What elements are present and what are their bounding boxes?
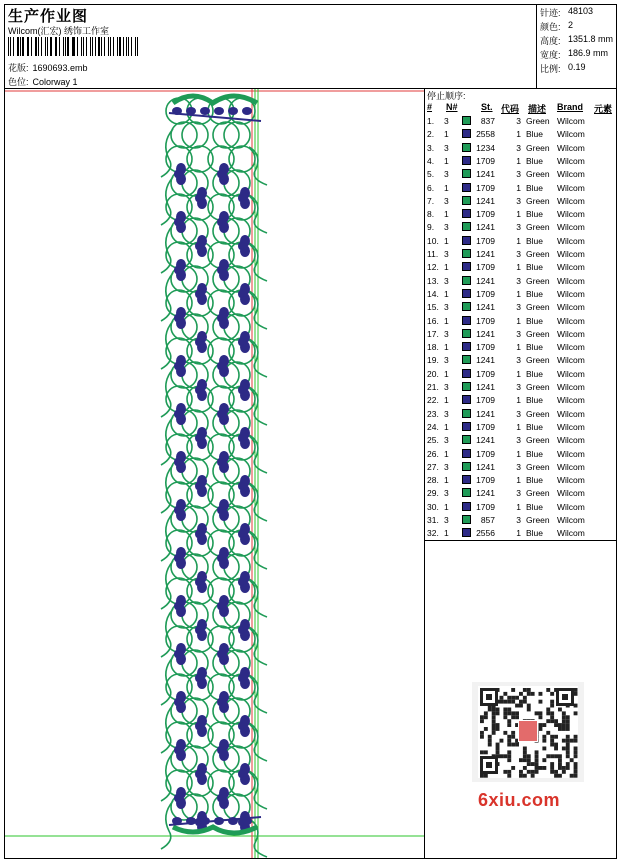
row-desc: Blue bbox=[526, 209, 544, 220]
row-index: 20. bbox=[427, 368, 439, 379]
row-stitches: 1241 bbox=[476, 249, 495, 259]
row-needle: 3 bbox=[444, 142, 449, 153]
color-swatch-icon bbox=[462, 422, 471, 431]
row-stitches: 1241 bbox=[476, 488, 495, 499]
table-title: 停止顺序: bbox=[427, 91, 466, 101]
row-desc: Blue bbox=[526, 475, 544, 486]
row-code: 3 bbox=[516, 275, 521, 286]
row-needle: 3 bbox=[444, 275, 449, 286]
row-desc: Blue bbox=[526, 288, 544, 299]
row-stitches: 1709 bbox=[476, 315, 495, 326]
row-brand: Wilcom bbox=[557, 368, 585, 379]
row-index: 28. bbox=[427, 475, 439, 486]
row-index: 9. bbox=[427, 222, 435, 233]
row-code: 1 bbox=[516, 315, 521, 326]
row-desc: Blue bbox=[526, 315, 544, 326]
table-row bbox=[425, 421, 615, 434]
row-needle: 3 bbox=[444, 249, 449, 259]
row-desc: Green bbox=[526, 116, 550, 126]
row-index: 23. bbox=[427, 408, 439, 419]
row-stitches: 1241 bbox=[476, 355, 495, 366]
row-brand: Wilcom bbox=[557, 209, 585, 220]
row-index: 32. bbox=[427, 528, 439, 539]
row-stitches: 2558 bbox=[476, 129, 495, 140]
stat-label: 颜色: bbox=[540, 22, 561, 32]
stat-value: 48103 bbox=[568, 6, 594, 16]
color-swatch-icon bbox=[462, 409, 471, 418]
qr-code-icon bbox=[472, 682, 584, 782]
color-swatch-icon bbox=[462, 355, 471, 364]
row-stitches: 1709 bbox=[476, 342, 495, 353]
colorway-value: Colorway 1 bbox=[32, 77, 78, 87]
row-desc: Blue bbox=[526, 501, 544, 512]
row-desc: Green bbox=[526, 488, 550, 499]
table-row bbox=[425, 368, 615, 381]
row-index: 31. bbox=[427, 515, 439, 525]
color-swatch-icon bbox=[462, 302, 471, 311]
design-file-line bbox=[8, 61, 88, 74]
row-brand: Wilcom bbox=[557, 342, 585, 353]
row-code: 3 bbox=[516, 382, 521, 392]
row-needle: 3 bbox=[444, 222, 449, 233]
row-code: 3 bbox=[516, 169, 521, 180]
color-swatch-icon bbox=[462, 129, 471, 138]
row-brand: Wilcom bbox=[557, 435, 585, 446]
row-code: 3 bbox=[516, 461, 521, 472]
row-desc: Green bbox=[526, 435, 550, 446]
row-desc: Green bbox=[526, 461, 550, 472]
color-swatch-icon bbox=[462, 169, 471, 178]
stat-label: 针迹: bbox=[540, 8, 561, 18]
table-row bbox=[425, 328, 615, 341]
row-needle: 3 bbox=[444, 515, 449, 525]
studio-name: Wilcom(汇宏) 绣饰工作室 bbox=[8, 26, 109, 36]
row-stitches: 1241 bbox=[476, 461, 495, 472]
stat-value: 1351.8 mm bbox=[568, 34, 614, 44]
row-index: 2. bbox=[427, 129, 435, 140]
row-brand: Wilcom bbox=[557, 488, 585, 499]
row-brand: Wilcom bbox=[557, 382, 585, 392]
row-stitches: 1709 bbox=[476, 209, 495, 220]
col-index-header: # bbox=[427, 102, 433, 112]
row-code: 1 bbox=[516, 368, 521, 379]
row-code: 3 bbox=[516, 328, 521, 339]
row-stitches: 1241 bbox=[476, 169, 495, 180]
row-brand: Wilcom bbox=[557, 142, 585, 153]
row-needle: 1 bbox=[444, 528, 449, 539]
row-stitches: 837 bbox=[480, 116, 495, 126]
row-stitches: 1709 bbox=[476, 182, 495, 193]
row-needle: 1 bbox=[444, 421, 449, 432]
barcode-icon bbox=[8, 37, 140, 56]
row-brand: Wilcom bbox=[557, 288, 585, 299]
row-code: 1 bbox=[516, 528, 521, 539]
table-row bbox=[425, 248, 615, 261]
row-needle: 1 bbox=[444, 368, 449, 379]
row-index: 14. bbox=[427, 288, 439, 299]
row-stitches: 857 bbox=[480, 515, 495, 525]
row-brand: Wilcom bbox=[557, 302, 585, 313]
col-needle-header: N# bbox=[446, 102, 458, 112]
row-index: 7. bbox=[427, 195, 435, 206]
color-swatch-icon bbox=[462, 316, 471, 325]
row-brand: Wilcom bbox=[557, 169, 585, 180]
row-desc: Green bbox=[526, 302, 550, 313]
row-brand: Wilcom bbox=[557, 315, 585, 326]
row-index: 6. bbox=[427, 182, 435, 193]
row-brand: Wilcom bbox=[557, 355, 585, 366]
row-code: 3 bbox=[516, 408, 521, 419]
stat-label: 高度: bbox=[540, 36, 561, 46]
stat-row bbox=[540, 48, 609, 61]
row-needle: 3 bbox=[444, 355, 449, 366]
row-code: 3 bbox=[516, 488, 521, 499]
table-row bbox=[425, 461, 615, 474]
row-code: 3 bbox=[516, 302, 521, 313]
row-brand: Wilcom bbox=[557, 475, 585, 486]
color-swatch-icon bbox=[462, 209, 471, 218]
color-swatch-icon bbox=[462, 382, 471, 391]
row-desc: Green bbox=[526, 355, 550, 366]
table-row bbox=[425, 408, 615, 421]
row-needle: 1 bbox=[444, 129, 449, 140]
row-code: 3 bbox=[516, 222, 521, 233]
row-desc: Green bbox=[526, 382, 550, 392]
row-code: 1 bbox=[516, 475, 521, 486]
row-code: 3 bbox=[516, 435, 521, 446]
col-element-header: 元素 bbox=[594, 104, 613, 114]
row-index: 8. bbox=[427, 209, 435, 220]
table-row bbox=[425, 354, 615, 367]
table-row bbox=[425, 275, 615, 288]
row-code: 1 bbox=[516, 209, 521, 220]
row-needle: 3 bbox=[444, 328, 449, 339]
col-brand-header: Brand bbox=[557, 102, 584, 112]
row-needle: 1 bbox=[444, 155, 449, 166]
row-stitches: 1709 bbox=[476, 155, 495, 166]
row-code: 1 bbox=[516, 129, 521, 140]
row-desc: Green bbox=[526, 328, 550, 339]
row-index: 30. bbox=[427, 501, 439, 512]
color-swatch-icon bbox=[462, 262, 471, 271]
row-desc: Blue bbox=[526, 448, 544, 459]
row-needle: 3 bbox=[444, 408, 449, 419]
table-row bbox=[425, 514, 615, 527]
table-row bbox=[425, 235, 615, 248]
row-brand: Wilcom bbox=[557, 249, 585, 259]
row-desc: Blue bbox=[526, 342, 544, 353]
table-row bbox=[425, 115, 615, 128]
color-swatch-icon bbox=[462, 249, 471, 258]
row-stitches: 1241 bbox=[476, 382, 495, 392]
row-needle: 1 bbox=[444, 182, 449, 193]
row-stitches: 1241 bbox=[476, 195, 495, 206]
row-index: 24. bbox=[427, 421, 439, 432]
row-desc: Blue bbox=[526, 262, 544, 273]
stat-label: 宽度: bbox=[540, 50, 561, 60]
row-brand: Wilcom bbox=[557, 515, 585, 525]
row-desc: Blue bbox=[526, 129, 544, 140]
row-index: 29. bbox=[427, 488, 439, 499]
color-swatch-icon bbox=[462, 222, 471, 231]
row-index: 13. bbox=[427, 275, 439, 286]
row-needle: 3 bbox=[444, 488, 449, 499]
color-swatch-icon bbox=[462, 475, 471, 484]
watermark-brand: 6xiu.com bbox=[478, 790, 561, 810]
row-brand: Wilcom bbox=[557, 461, 585, 472]
stat-value: 2 bbox=[568, 20, 574, 30]
table-row bbox=[425, 341, 615, 354]
color-swatch-icon bbox=[462, 369, 471, 378]
colorway-label: 色位: bbox=[8, 77, 29, 87]
row-desc: Green bbox=[526, 275, 550, 286]
row-stitches: 1241 bbox=[476, 275, 495, 286]
table-row bbox=[425, 142, 615, 155]
row-code: 3 bbox=[516, 515, 521, 525]
row-index: 3. bbox=[427, 142, 435, 153]
row-brand: Wilcom bbox=[557, 235, 585, 246]
row-brand: Wilcom bbox=[557, 421, 585, 432]
row-brand: Wilcom bbox=[557, 155, 585, 166]
row-brand: Wilcom bbox=[557, 328, 585, 339]
embroidery-design-preview bbox=[5, 89, 424, 858]
col-desc-header: 描述 bbox=[528, 104, 547, 114]
row-brand: Wilcom bbox=[557, 116, 585, 126]
row-index: 27. bbox=[427, 461, 439, 472]
table-row bbox=[425, 168, 615, 181]
row-brand: Wilcom bbox=[557, 501, 585, 512]
row-needle: 1 bbox=[444, 342, 449, 353]
row-brand: Wilcom bbox=[557, 195, 585, 206]
row-desc: Blue bbox=[526, 528, 544, 539]
row-stitches: 1709 bbox=[476, 368, 495, 379]
row-needle: 3 bbox=[444, 382, 449, 392]
color-swatch-icon bbox=[462, 488, 471, 497]
row-index: 22. bbox=[427, 395, 439, 406]
row-desc: Blue bbox=[526, 421, 544, 432]
row-brand: Wilcom bbox=[557, 182, 585, 193]
color-swatch-icon bbox=[462, 116, 471, 125]
color-swatch-icon bbox=[462, 156, 471, 165]
stat-label: 比例: bbox=[540, 64, 561, 74]
row-needle: 3 bbox=[444, 461, 449, 472]
row-brand: Wilcom bbox=[557, 448, 585, 459]
row-index: 26. bbox=[427, 448, 439, 459]
row-brand: Wilcom bbox=[557, 129, 585, 140]
row-needle: 1 bbox=[444, 395, 449, 406]
row-stitches: 1241 bbox=[476, 222, 495, 233]
row-brand: Wilcom bbox=[557, 222, 585, 233]
row-needle: 1 bbox=[444, 262, 449, 273]
row-code: 1 bbox=[516, 342, 521, 353]
stat-row bbox=[540, 62, 586, 75]
row-index: 11. bbox=[427, 249, 439, 259]
table-row bbox=[425, 434, 615, 447]
row-index: 17. bbox=[427, 328, 439, 339]
table-row bbox=[425, 182, 615, 195]
row-stitches: 1709 bbox=[476, 235, 495, 246]
color-swatch-icon bbox=[462, 342, 471, 351]
color-swatch-icon bbox=[462, 462, 471, 471]
color-swatch-icon bbox=[462, 276, 471, 285]
row-desc: Green bbox=[526, 195, 550, 206]
row-stitches: 1241 bbox=[476, 328, 495, 339]
table-row bbox=[425, 155, 615, 168]
row-stitches: 1709 bbox=[476, 288, 495, 299]
color-swatch-icon bbox=[462, 435, 471, 444]
row-code: 1 bbox=[516, 155, 521, 166]
row-index: 25. bbox=[427, 435, 439, 446]
row-code: 1 bbox=[516, 262, 521, 273]
row-code: 1 bbox=[516, 288, 521, 299]
row-code: 3 bbox=[516, 142, 521, 153]
table-row bbox=[425, 208, 615, 221]
table-row bbox=[425, 221, 615, 234]
table-row bbox=[425, 301, 615, 314]
table-row bbox=[425, 315, 615, 328]
row-needle: 1 bbox=[444, 209, 449, 220]
color-swatch-icon bbox=[462, 395, 471, 404]
table-row bbox=[425, 448, 615, 461]
row-stitches: 1709 bbox=[476, 448, 495, 459]
row-code: 1 bbox=[516, 235, 521, 246]
table-row bbox=[425, 261, 615, 274]
row-needle: 1 bbox=[444, 448, 449, 459]
stat-row bbox=[540, 6, 594, 19]
row-stitches: 1709 bbox=[476, 475, 495, 486]
row-stitches: 1709 bbox=[476, 262, 495, 273]
row-desc: Green bbox=[526, 142, 550, 153]
row-brand: Wilcom bbox=[557, 528, 585, 539]
table-row bbox=[425, 394, 615, 407]
row-stitches: 2556 bbox=[476, 528, 495, 539]
col-code-header: 代码 bbox=[501, 104, 520, 114]
stat-value: 0.19 bbox=[568, 62, 586, 72]
row-needle: 1 bbox=[444, 475, 449, 486]
color-swatch-icon bbox=[462, 183, 471, 192]
design-value: 1690693.emb bbox=[32, 63, 88, 73]
row-desc: Green bbox=[526, 515, 550, 525]
row-desc: Green bbox=[526, 222, 550, 233]
table-row bbox=[425, 527, 615, 540]
row-desc: Green bbox=[526, 408, 550, 419]
row-code: 1 bbox=[516, 448, 521, 459]
color-swatch-icon bbox=[462, 143, 471, 152]
row-index: 10. bbox=[427, 235, 439, 246]
row-code: 3 bbox=[516, 195, 521, 206]
row-desc: Blue bbox=[526, 182, 544, 193]
row-index: 4. bbox=[427, 155, 435, 166]
row-stitches: 1709 bbox=[476, 395, 495, 406]
row-index: 16. bbox=[427, 315, 439, 326]
row-code: 1 bbox=[516, 421, 521, 432]
color-swatch-icon bbox=[462, 236, 471, 245]
row-desc: Blue bbox=[526, 235, 544, 246]
row-stitches: 1709 bbox=[476, 501, 495, 512]
table-row bbox=[425, 501, 615, 514]
table-row bbox=[425, 487, 615, 500]
row-index: 5. bbox=[427, 169, 435, 180]
row-code: 3 bbox=[516, 249, 521, 259]
row-stitches: 1709 bbox=[476, 421, 495, 432]
row-code: 1 bbox=[516, 395, 521, 406]
row-brand: Wilcom bbox=[557, 408, 585, 419]
color-swatch-icon bbox=[462, 196, 471, 205]
row-stitches: 1241 bbox=[476, 302, 495, 313]
col-stitches-header: St. bbox=[481, 102, 493, 112]
row-needle: 1 bbox=[444, 235, 449, 246]
stat-value: 186.9 mm bbox=[568, 48, 609, 58]
row-code: 3 bbox=[516, 116, 521, 126]
page-title: 生产作业图 bbox=[8, 8, 89, 25]
row-desc: Blue bbox=[526, 395, 544, 406]
row-code: 1 bbox=[516, 501, 521, 512]
color-swatch-icon bbox=[462, 329, 471, 338]
row-index: 21. bbox=[427, 382, 439, 392]
row-index: 15. bbox=[427, 302, 439, 313]
table-row bbox=[425, 195, 615, 208]
row-desc: Blue bbox=[526, 155, 544, 166]
color-swatch-icon bbox=[462, 528, 471, 537]
row-needle: 1 bbox=[444, 288, 449, 299]
row-code: 3 bbox=[516, 355, 521, 366]
row-index: 1. bbox=[427, 116, 435, 126]
row-code: 1 bbox=[516, 182, 521, 193]
row-index: 18. bbox=[427, 342, 439, 353]
colorway-line bbox=[8, 75, 78, 88]
row-needle: 3 bbox=[444, 302, 449, 313]
stat-row bbox=[540, 34, 614, 47]
design-label: 花版: bbox=[8, 63, 29, 73]
row-stitches: 1241 bbox=[476, 408, 495, 419]
table-row bbox=[425, 128, 615, 141]
color-swatch-icon bbox=[462, 449, 471, 458]
color-swatch-icon bbox=[462, 515, 471, 524]
color-swatch-icon bbox=[462, 502, 471, 511]
color-swatch-icon bbox=[462, 289, 471, 298]
table-row bbox=[425, 474, 615, 487]
row-needle: 1 bbox=[444, 315, 449, 326]
row-stitches: 1241 bbox=[476, 435, 495, 446]
row-stitches: 1234 bbox=[476, 142, 495, 153]
table-row bbox=[425, 381, 615, 394]
row-needle: 3 bbox=[444, 116, 449, 126]
row-desc: Green bbox=[526, 249, 550, 259]
row-needle: 3 bbox=[444, 195, 449, 206]
row-needle: 3 bbox=[444, 435, 449, 446]
row-index: 19. bbox=[427, 355, 439, 366]
row-desc: Blue bbox=[526, 368, 544, 379]
row-brand: Wilcom bbox=[557, 275, 585, 286]
row-needle: 3 bbox=[444, 169, 449, 180]
row-brand: Wilcom bbox=[557, 262, 585, 273]
stat-row bbox=[540, 20, 574, 33]
row-desc: Green bbox=[526, 169, 550, 180]
row-brand: Wilcom bbox=[557, 395, 585, 406]
table-row bbox=[425, 288, 615, 301]
row-needle: 1 bbox=[444, 501, 449, 512]
row-index: 12. bbox=[427, 262, 439, 273]
